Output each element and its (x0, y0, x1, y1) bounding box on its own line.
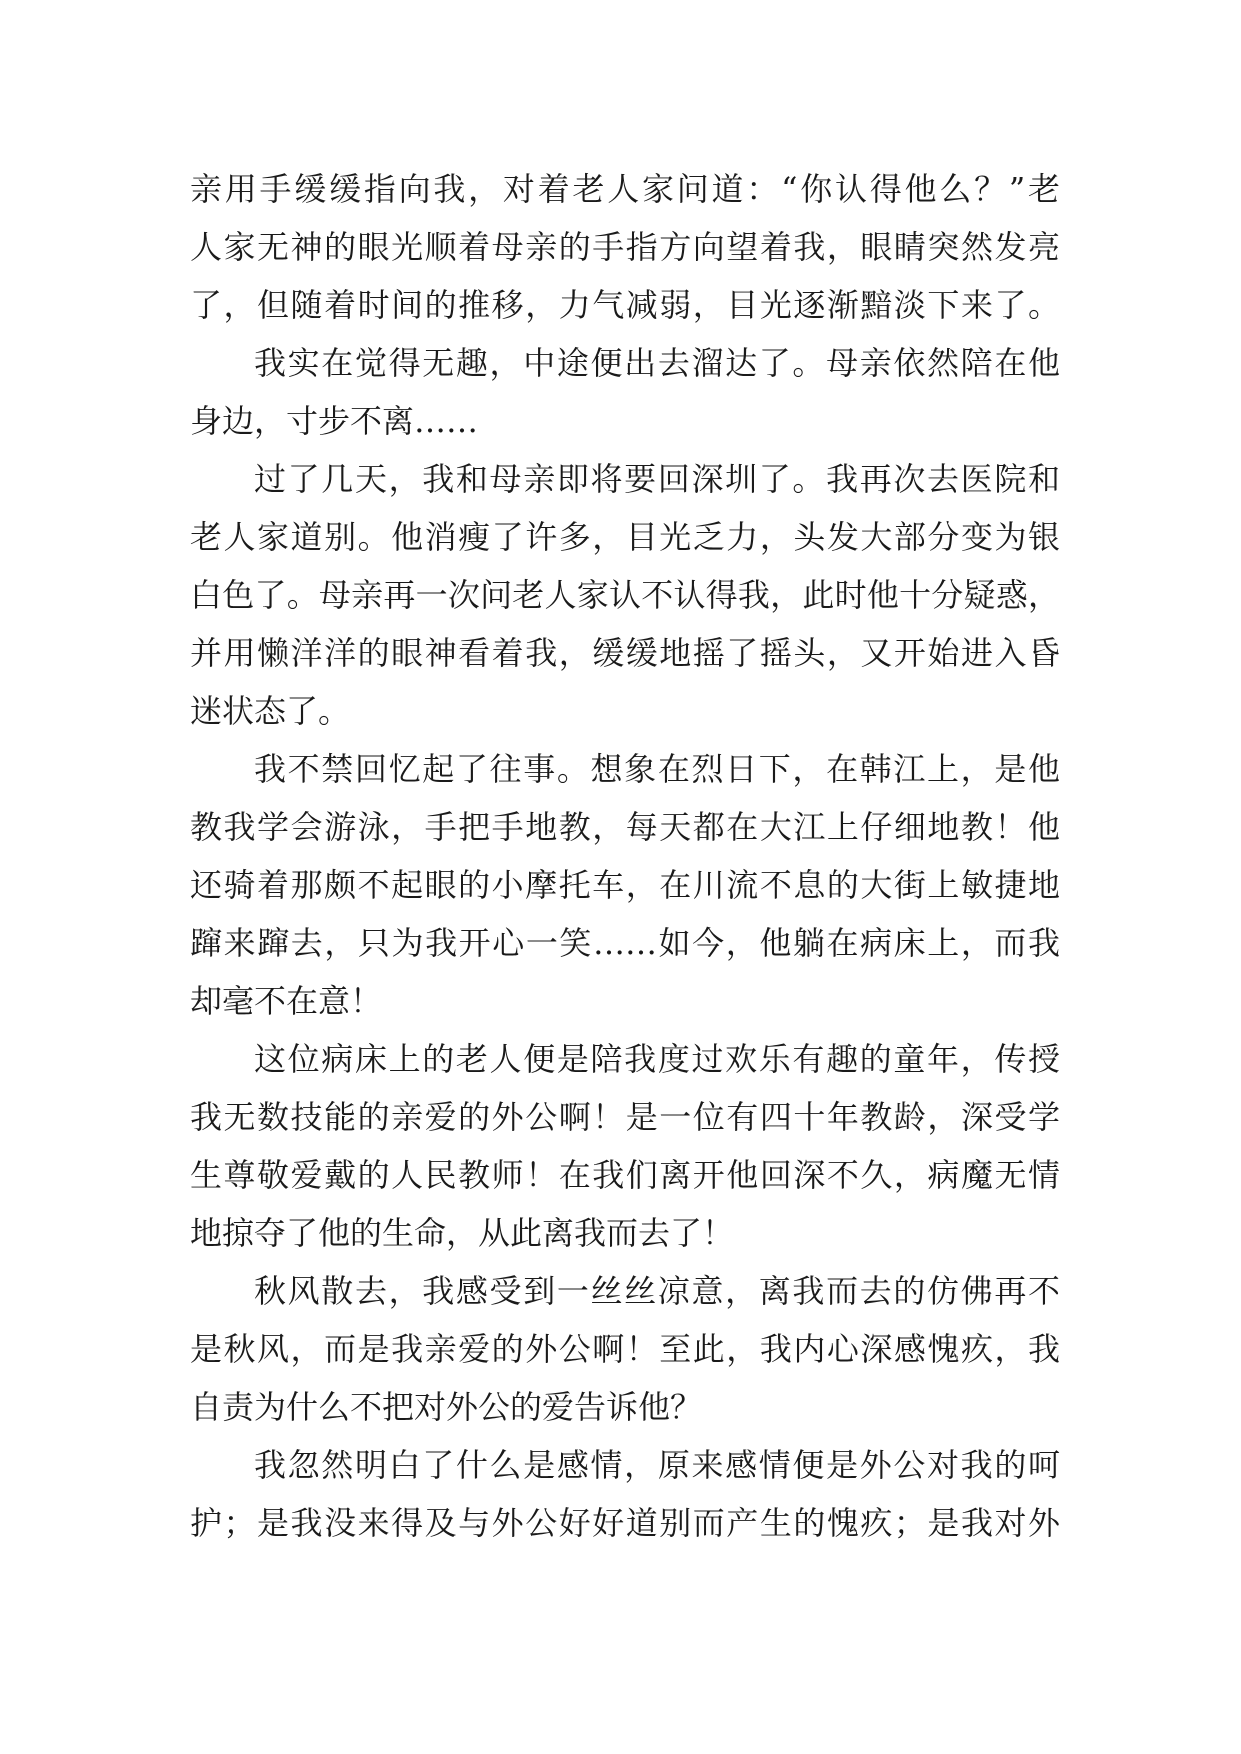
text-line: 蹿来蹿去，只为我开心一笑……如今，他躺在病床上，而我 (190, 924, 1060, 962)
text-line: 迷状态了。 (190, 692, 351, 730)
text-line: 却毫不在意！ (190, 982, 383, 1020)
text-line: 是秋风，而是我亲爱的外公啊！至此，我内心深感愧疚，我 (190, 1330, 1060, 1368)
text-line: 人家无神的眼光顺着母亲的手指方向望着我，眼睛突然发亮 (190, 228, 1060, 266)
text-line: 我不禁回忆起了往事。想象在烈日下，在韩江上，是他 (254, 750, 1060, 788)
text-line: 自责为什么不把对外公的爱告诉他？ (190, 1388, 703, 1426)
text-line: 生尊敬爱戴的人民教师！在我们离开他回深不久，病魔无情 (190, 1156, 1060, 1194)
text-line: 教我学会游泳，手把手地教，每天都在大江上仔细地教！他 (190, 808, 1060, 846)
text-line: 这位病床上的老人便是陪我度过欢乐有趣的童年，传授 (254, 1040, 1060, 1078)
text-line: 身边，寸步不离…… (190, 402, 479, 440)
text-line: 了，但随着时间的推移，力气减弱，目光逐渐黯淡下来了。 (190, 286, 1060, 324)
text-line: 白色了。母亲再一次问老人家认不认得我，此时他十分疑惑， (190, 576, 1060, 614)
text-line: 护；是我没来得及与外公好好道别而产生的愧疚；是我对外 (190, 1504, 1060, 1542)
text-line: 我实在觉得无趣，中途便出去溜达了。母亲依然陪在他 (254, 344, 1060, 382)
text-line: 秋风散去，我感受到一丝丝凉意，离我而去的仿佛再不 (254, 1272, 1060, 1310)
essay-body (190, 160, 1060, 1552)
text-line: 过了几天，我和母亲即将要回深圳了。我再次去医院和 (254, 460, 1060, 498)
text-line: 老人家道别。他消瘦了许多，目光乏力，头发大部分变为银 (190, 518, 1060, 556)
text-line: 我忽然明白了什么是感情，原来感情便是外公对我的呵 (254, 1446, 1060, 1484)
text-line: 亲用手缓缓指向我，对着老人家问道：“你认得他么？”老 (190, 170, 1060, 208)
text-line: 并用懒洋洋的眼神看着我，缓缓地摇了摇头，又开始进入昏 (190, 634, 1060, 672)
text-line: 还骑着那颇不起眼的小摩托车，在川流不息的大街上敏捷地 (190, 866, 1060, 904)
text-line: 地掠夺了他的生命，从此离我而去了！ (190, 1214, 735, 1252)
text-line: 我无数技能的亲爱的外公啊！是一位有四十年教龄，深受学 (190, 1098, 1060, 1136)
